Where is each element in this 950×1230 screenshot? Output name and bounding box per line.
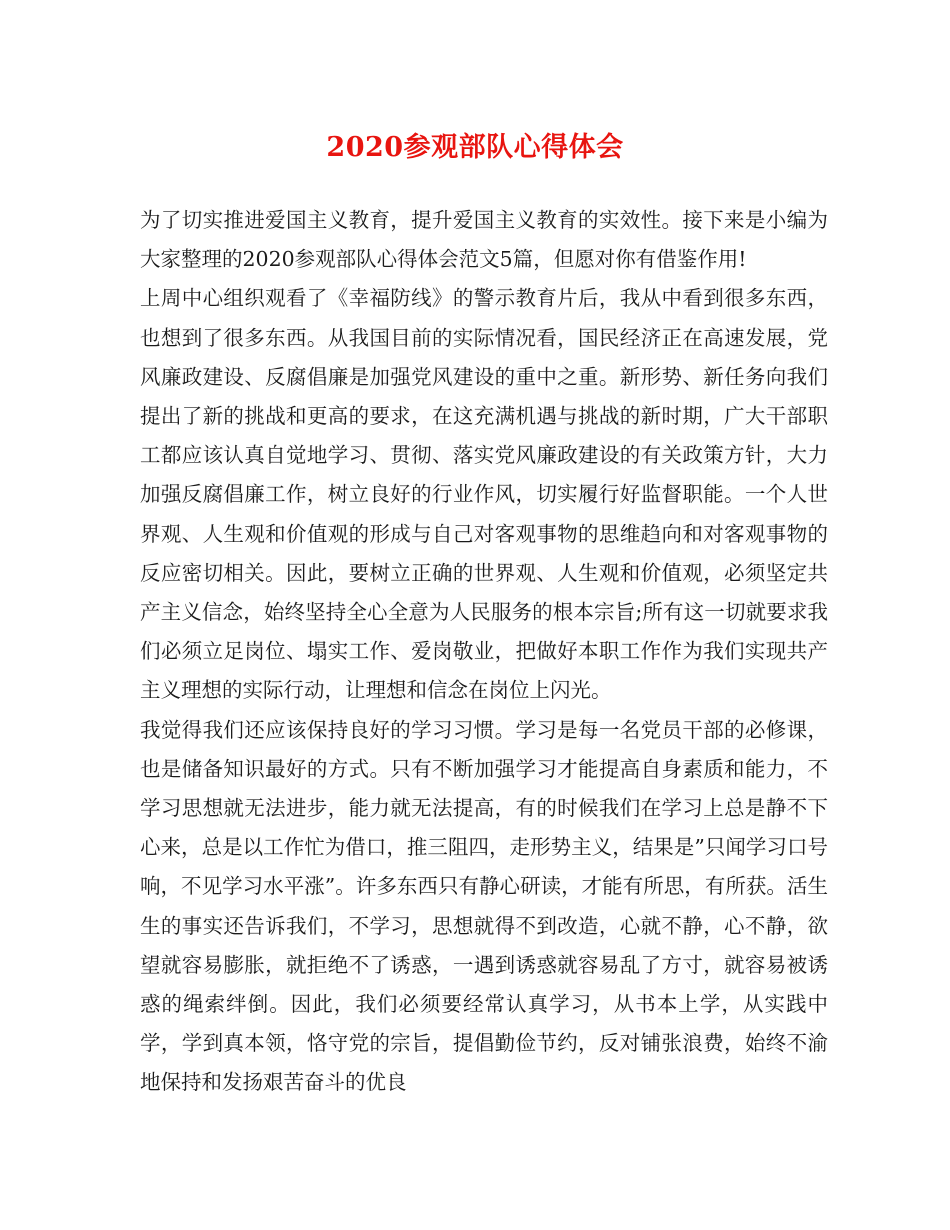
paragraph-intro: 为了切实推进爱国主义教育，提升爱国主义教育的实效性。接下来是小编为大家整理的2020参观部队心得体会范文5篇，但愿对你有借鉴作用! bbox=[140, 208, 828, 272]
document-body bbox=[140, 201, 828, 1103]
paragraph-study-habit: 我觉得我们还应该保持良好的学习习惯。学习是每一名党员干部的必修课，也是储备知识最好的方式。只有不断加强学习才能提高自身素质和能力，不学习思想就无法进步，能力就无法提高，有的时候我们在学习上总是静不下心来，总是以工作忙为借口，推三阻四，走形势主义，结果是”只闻学习口号响，不见学习水平涨”。许多东西只有静心研读，才能有所思，有所获。活生生的事实还告诉我们，不学习，思想就得不到改造，心就不静，心不静，欲望就容易膨胀，就拒绝不了诱惑，一遇到诱惑就容易乱了方寸，就容易被诱惑的绳索绊倒。因此，我们必须要经常认真学习，从书本上学，从实践中学，学到真本领，恪守党的宗旨，提倡勤俭节约，反对铺张浪费，始终不渝地保持和发扬艰苦奋斗的优良 bbox=[140, 717, 828, 1095]
document-title: 2020参观部队心得体会 bbox=[326, 132, 624, 163]
paragraph-warning-film: 上周中心组织观看了《幸福防线》的警示教育片后，我从中看到很多东西，也想到了很多东西。从我国目前的实际情况看，国民经济正在高速发展，党风廉政建设、反腐倡廉是加强党风建设的重中之重。新形势、新任务向我们提出了新的挑战和更高的要求，在这充满机遇与挑战的新时期，广大干部职工都应该认真自觉地学习、贯彻、落实党风廉政建设的有关政策方针，大力加强反腐倡廉工作，树立良好的行业作风，切实履行好监督职能。一个人世界观、人生观和价值观的形成与自己对客观事物的思维趋向和对客观事物的反应密切相关。因此，要树立正确的世界观、人生观和价值观，必须坚定共产主义信念，始终坚持全心全意为人民服务的根本宗旨;所有这一切就要求我们必须立足岗位、塌实工作、爱岗敬业，把做好本职工作作为我们实现共产主义理想的实际行动，让理想和信念在岗位上闪光。 bbox=[140, 286, 828, 703]
